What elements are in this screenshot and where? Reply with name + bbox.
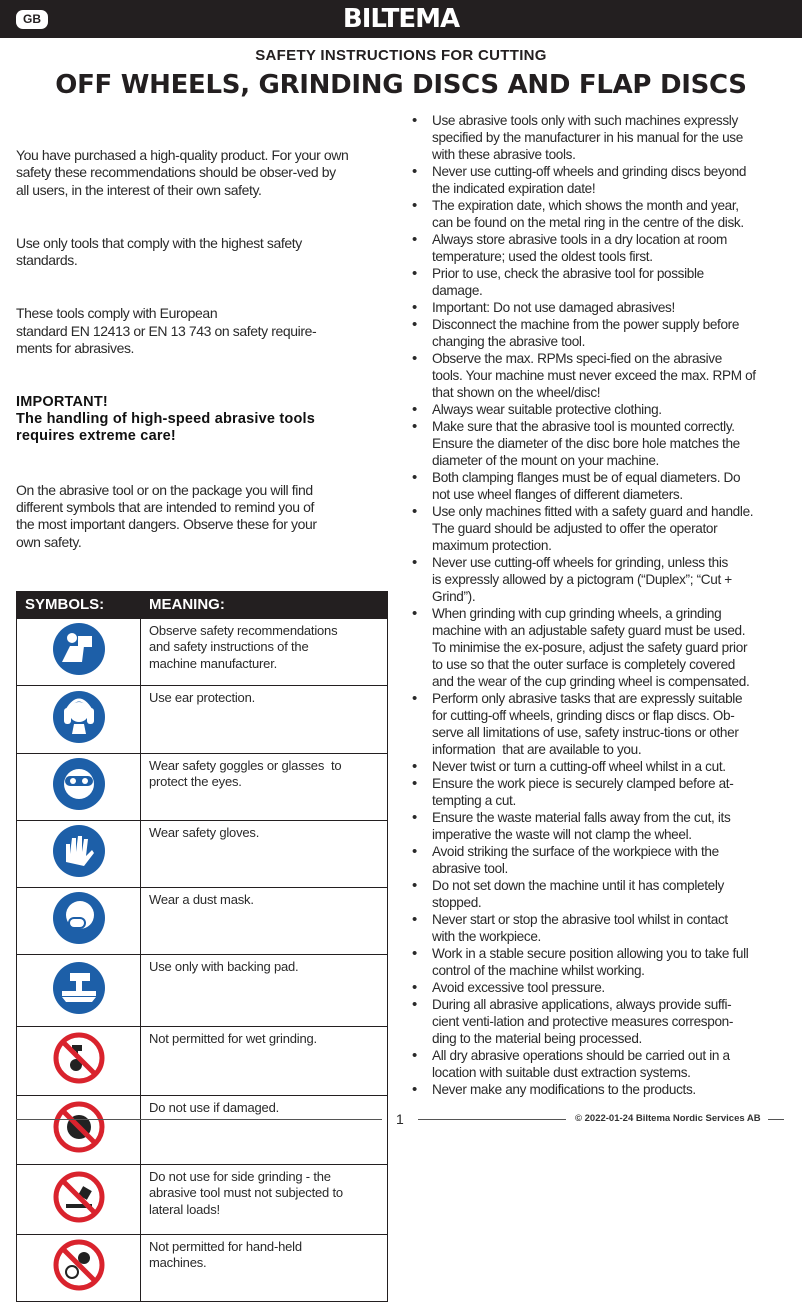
header-bar [0,0,802,38]
document-title: OFF WHEELS, GRINDING DISCS AND FLAP DISCS [55,70,747,100]
list-item: • Always store abrasive tools in a dry location at room temperature; used the oldest tools first. [412,231,797,265]
column-header-meaning: MEANING: [149,596,225,614]
footer [0,1110,802,1130]
symbol-cell [17,1027,141,1095]
document-subtitle: SAFETY INSTRUCTIONS FOR CUTTING [255,47,547,64]
read-manual-icon [52,622,106,681]
list-item: • During all abrasive applications, always provide suffi- cient venti-lation and protective measures correspon- ding to the material being processed. [412,996,797,1047]
dust-mask-icon [52,891,106,950]
list-item: • Work in a stable secure position allowing you to take full control of the machine whilst working. [412,945,797,979]
footer-rule [418,1119,566,1120]
list-item: • Never use cutting-off wheels for grinding, unless this is expressly allowed by a pictogram (“Duplex”; “Cut + Grind”). [412,554,797,605]
table-header [17,592,387,618]
biltema-logo: BILTEMA [342,4,460,34]
important-warning: IMPORTANT! The handling of high-speed abrasive tools requires extreme care! [16,393,316,445]
list-item: • Avoid excessive tool pressure. [412,979,797,996]
symbol-cell [17,754,141,820]
symbol-cell [17,686,141,753]
list-item: • Never make any modifications to the products. [412,1081,797,1098]
meaning-cell: Observe safety recommendations and safety instructions of the machine manufacturer. [149,622,338,671]
symbols-intro: On the abrasive tool or on the package you will find different symbols that are intended to remind you of the most important dangers. Observe these for your own safety. [16,481,317,550]
meaning-cell: Do not use for side grinding - the abrasive tool must not subjected to lateral loads! [149,1168,343,1217]
meaning-cell: Use ear protection. [149,689,256,705]
table-row [17,954,387,1026]
list-item: • All dry abrasive operations should be carried out in a location with suitable dust extraction systems. [412,1047,797,1081]
ear-protection-icon [52,690,106,749]
list-item: • Ensure the waste material falls away from the cut, its imperative the waste will not clamp the wheel. [412,809,797,843]
no-hand-held-icon [52,1238,106,1297]
symbol-cell [17,619,141,685]
page-number: 1 [396,1111,404,1127]
symbol-cell [17,1165,141,1234]
list-item: • Avoid striking the surface of the workpiece with the abrasive tool. [412,843,797,877]
intro-paragraph: You have purchased a high-quality product. For your own safety these recommendations should be obser-ved by all users, in the interest of their own safety. [16,146,349,198]
table-row [17,820,387,887]
list-item: • Never start or stop the abrasive tool whilst in contact with the workpiece. [412,911,797,945]
safety-goggles-icon [52,757,106,816]
footer-rule [16,1119,382,1120]
symbol-cell [17,1235,141,1301]
meaning-cell: Wear a dust mask. [149,891,254,907]
symbol-cell [17,888,141,954]
table-row [17,1026,387,1095]
list-item: • Use abrasive tools only with such machines expressly specified by the manufacturer in his manual for the use with these abrasive tools. [412,112,797,163]
list-item: • Important: Do not use damaged abrasives! [412,299,797,316]
list-item: • Always wear suitable protective clothing. [412,401,797,418]
copyright: © 2022-01-24 Biltema Nordic Services AB [575,1113,761,1124]
list-item: • Ensure the work piece is securely clamped before at- tempting a cut. [412,775,797,809]
table-row [17,887,387,954]
meaning-cell: Not permitted for hand-held machines. [149,1238,302,1271]
backing-pad-icon [52,961,106,1020]
list-item: • Observe the max. RPMs speci-fied on the abrasive tools. Your machine must never exceed the max. RPM of that shown on the wheel/disc! [412,350,797,401]
intro-paragraph: Use only tools that comply with the highest safety standards. [16,234,302,269]
table-row [17,618,387,685]
table-row [17,685,387,753]
list-item: • When grinding with cup grinding wheels, a grinding machine with an adjustable safety guard must be used. To minimise the ex-posure, adjust the safety guard prior to use so that the outer surface is completely covered and the wear of the cup grinding wheel is compensated. [412,605,797,690]
list-item: • Prior to use, check the abrasive tool for possible damage. [412,265,797,299]
symbols-table [16,591,388,1302]
intro-column [16,112,390,587]
safety-instructions-list [412,112,797,1098]
meaning-cell: Not permitted for wet grinding. [149,1030,317,1046]
list-item: • The expiration date, which shows the month and year, can be found on the metal ring in the centre of the disk. [412,197,797,231]
list-item: • Make sure that the abrasive tool is mounted correctly. Ensure the diameter of the disc bore hole matches the diameter of the mount on your machine. [412,418,797,469]
list-item: • Disconnect the machine from the power supply before changing the abrasive tool. [412,316,797,350]
list-item: • Both clamping flanges must be of equal diameters. Do not use wheel flanges of different diameters. [412,469,797,503]
symbol-cell [17,821,141,887]
list-item: • Perform only abrasive tasks that are expressly suitable for cutting-off wheels, grinding discs or flap discs. Ob- serve all limitations of use, safety instruc-tions or other information that are available to you. [412,690,797,758]
safety-gloves-icon [52,824,106,883]
meaning-cell: Use only with backing pad. [149,958,299,974]
intro-paragraph: These tools comply with European standard EN 12413 or EN 13 743 on safety require- ments for abrasives. [16,305,317,357]
list-item: • Never twist or turn a cutting-off wheel whilst in a cut. [412,758,797,775]
table-row [17,1234,387,1301]
meaning-cell: Wear safety gloves. [149,824,260,840]
table-row [17,1164,387,1234]
list-item: • Never use cutting-off wheels and grinding discs beyond the indicated expiration date! [412,163,797,197]
list-item: • Use only machines fitted with a safety guard and handle. The guard should be adjusted to offer the operator maximum protection. [412,503,797,554]
symbol-cell [17,955,141,1026]
meaning-cell: Wear safety goggles or glasses to protect the eyes. [149,757,342,790]
no-wet-grinding-icon [52,1031,106,1090]
column-header-symbols: SYMBOLS: [25,596,105,614]
language-badge: GB [16,10,48,29]
meaning-cell: Do not use if damaged. [149,1099,280,1115]
footer-rule [768,1119,784,1120]
no-side-grinding-icon [52,1170,106,1229]
list-item: • Do not set down the machine until it has completely stopped. [412,877,797,911]
table-row [17,753,387,820]
